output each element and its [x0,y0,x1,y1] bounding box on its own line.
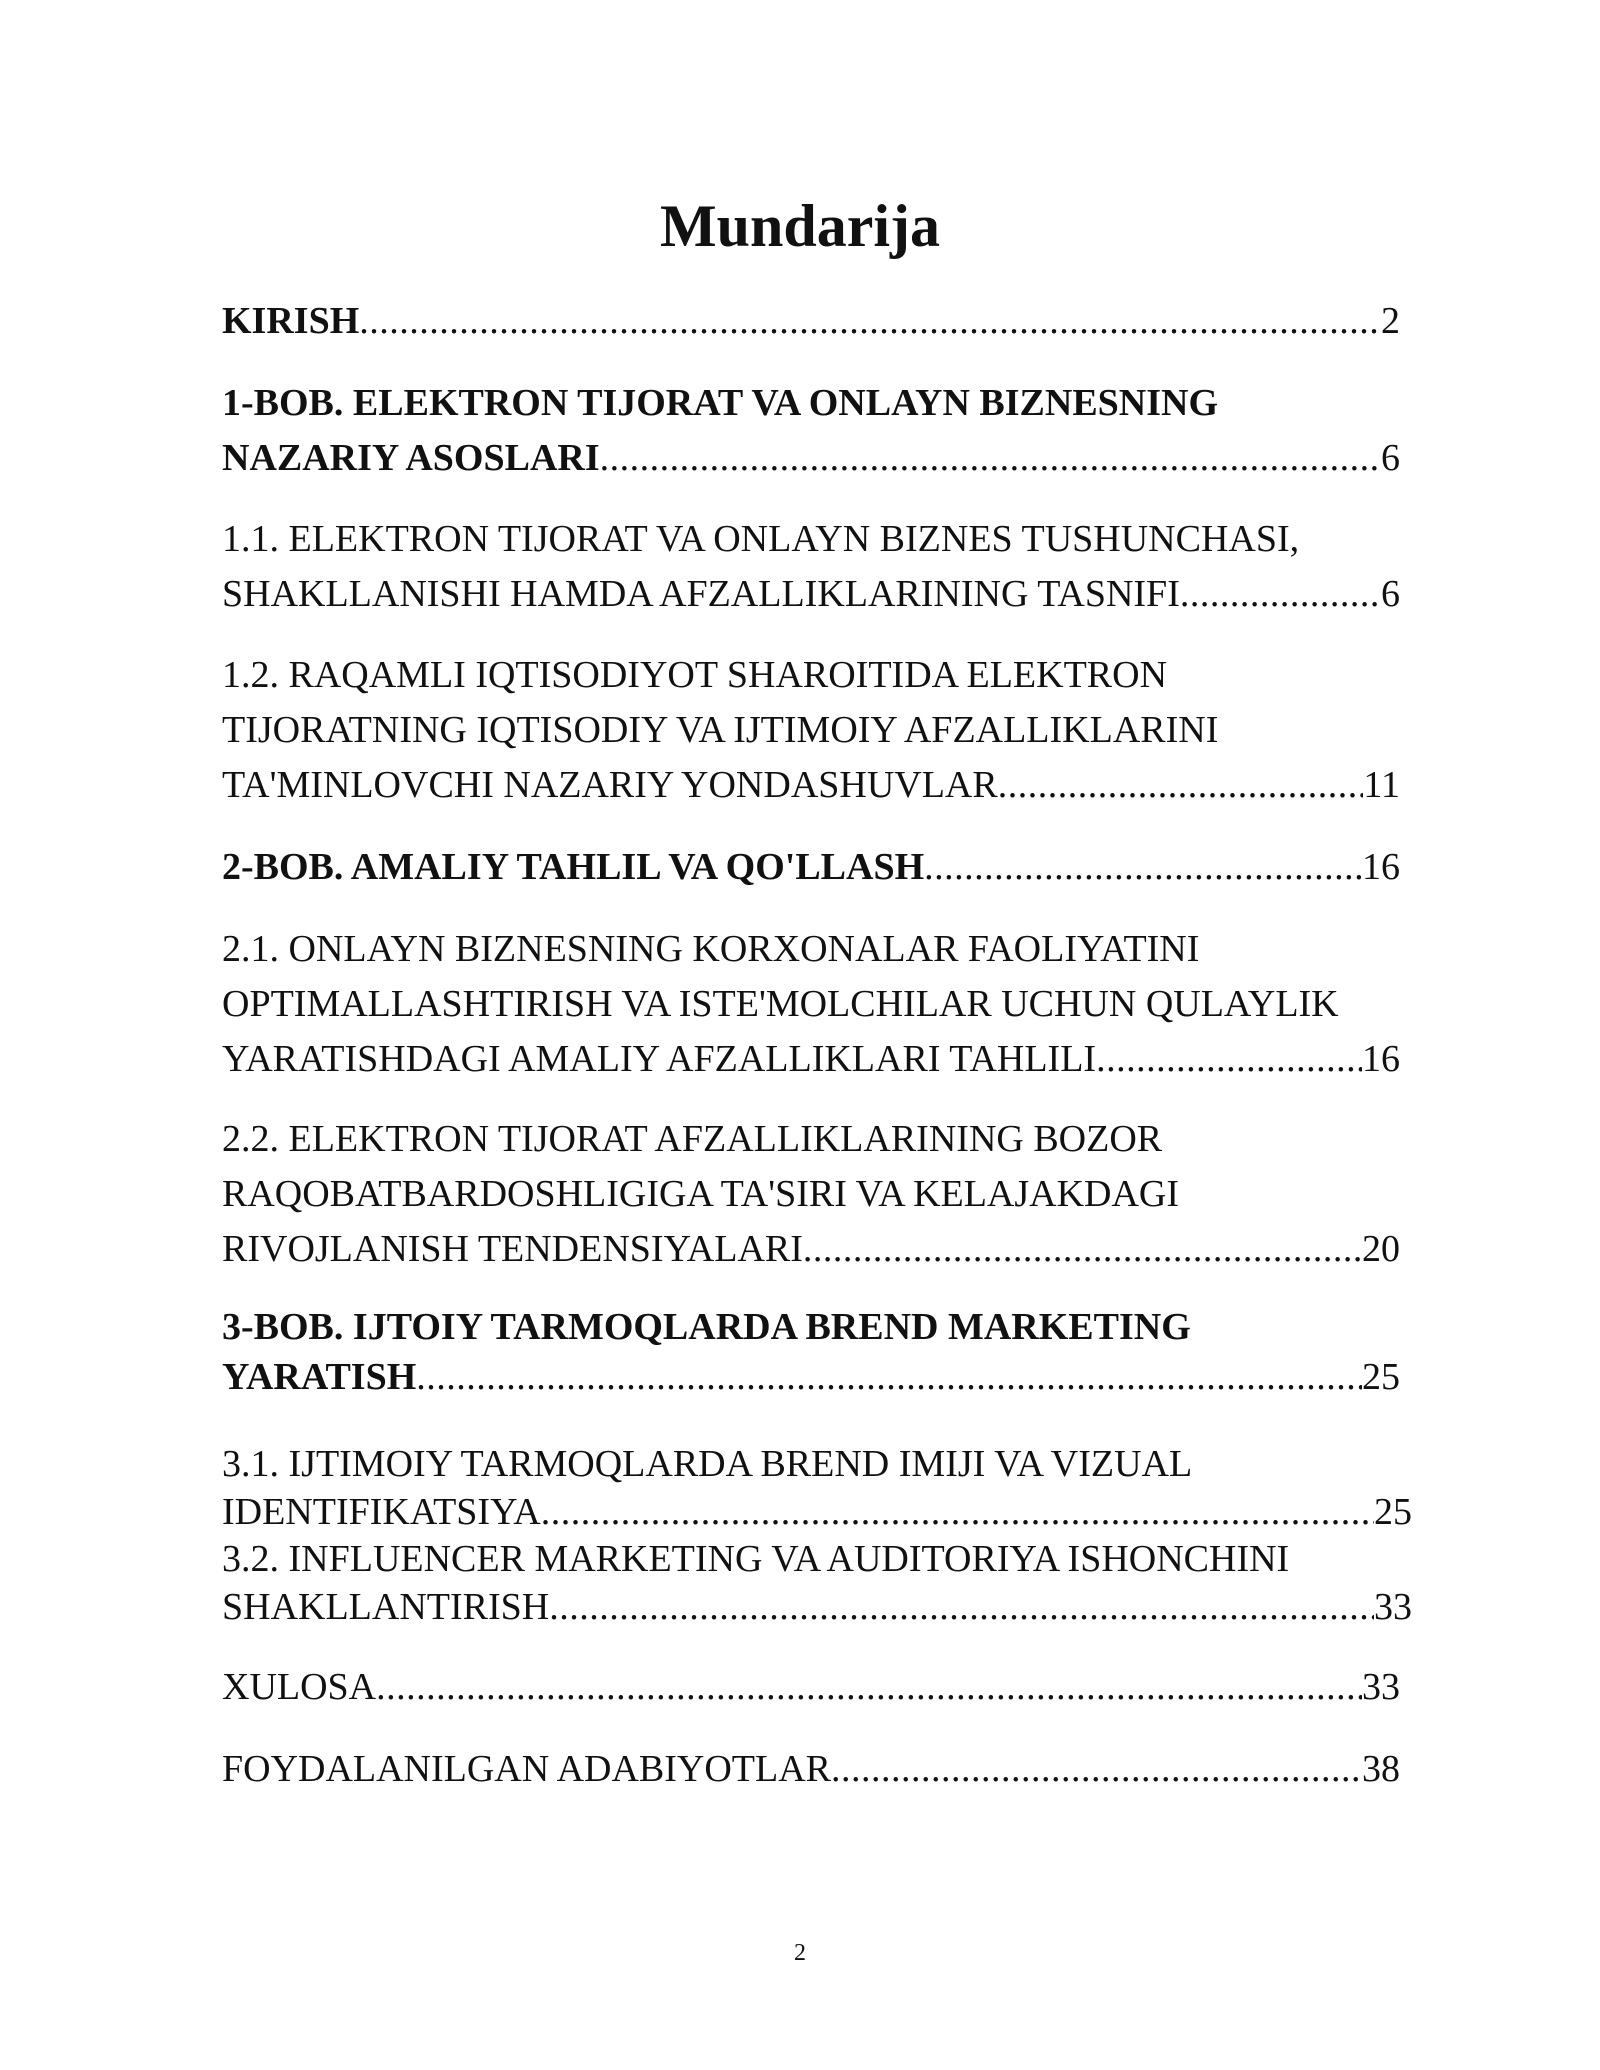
toc-entry[interactable] [222,1112,1400,1277]
toc-entry-line: 2.2. ELEKTRON TIJORAT AFZALLIKLARINING BOZOR [222,1118,1163,1160]
toc-entry-line: 1.2. RAQAMLI IQTISODIYOT SHAROITIDA ELEKTRON [222,654,1168,696]
toc-entry-line: 2-BOB. AMALIY TAHLIL VA QO'LLASH [222,846,925,888]
toc-entry[interactable] [222,1302,1400,1402]
toc-entry[interactable] [222,1535,1412,1631]
toc-entry[interactable] [222,922,1400,1087]
toc-entry-line: 3.1. IJTIMOIY TARMOQLARDA BREND IMIJI VA VIZUAL [222,1443,1193,1485]
toc-entry-line: 1.1. ELEKTRON TIJORAT VA ONLAYN BIZNES TUSHUNCHASI, [222,518,1300,560]
toc-entry[interactable] [222,1742,1400,1797]
dot-leader [600,431,1381,486]
toc-entry-line: TA'MINLOVCHI NAZARIY YONDASHUVLAR [222,764,998,806]
toc-page-number: 6 [1381,437,1400,479]
toc-entry[interactable] [222,840,1400,895]
dot-leader [924,840,1362,895]
dot-leader [359,294,1381,349]
toc-page-number: 16 [1362,846,1400,888]
toc-page-number: 2 [1381,300,1400,342]
page-number-footer: 2 [794,1940,806,1966]
toc-entry-line: TIJORATNING IQTISODIY VA IJTIMOIY AFZALLIKLARINI [222,709,1219,751]
toc-entry[interactable] [222,512,1400,622]
dot-leader [416,1352,1362,1402]
toc-page-number: 33 [1374,1586,1412,1628]
dot-leader [831,1742,1362,1797]
dot-leader [1096,1032,1362,1087]
dot-leader [1180,567,1381,622]
toc-entry-line: XULOSA [222,1666,377,1708]
toc-entry-line: RIVOJLANISH TENDENSIYALARI [222,1228,803,1270]
toc-entry[interactable] [222,648,1400,813]
toc-entry-line: OPTIMALLASHTIRISH VA ISTE'MOLCHILAR UCHUN QULAYLIK [222,983,1339,1025]
dot-leader [803,1222,1362,1277]
page-title: Mundarija [659,193,941,259]
toc-page-number: 38 [1362,1748,1400,1790]
dot-leader [549,1583,1374,1631]
toc-page-number: 33 [1362,1666,1400,1708]
toc-entry[interactable] [222,1660,1400,1715]
toc-entry-line: 3-BOB. IJTOIY TARMOQLARDA BREND MARKETING [222,1306,1191,1348]
toc-entry-line: YARATISH [222,1356,417,1398]
toc-entry-line: RAQOBATBARDOSHLIGIGA TA'SIRI VA KELAJAKDAGI [222,1173,1180,1215]
toc-entry[interactable] [222,294,1400,349]
toc-entry-line: SHAKLLANISHI HAMDA AFZALLIKLARINING TASNIFI [222,573,1180,615]
toc-page-number: 6 [1381,573,1400,615]
toc-page-number: 25 [1374,1491,1412,1533]
toc-entry-line: IDENTIFIKATSIYA [222,1491,541,1533]
toc-entry-line: NAZARIY ASOSLARI [222,437,600,479]
toc-page-number: 11 [1363,764,1400,806]
dot-leader [998,758,1364,813]
toc-page-number: 20 [1362,1228,1400,1270]
toc-entry[interactable] [222,376,1400,486]
dot-leader [541,1488,1374,1536]
toc-entry-line: SHAKLLANTIRISH [222,1586,550,1628]
toc-entry-line: 1-BOB. ELEKTRON TIJORAT VA ONLAYN BIZNESNING [222,382,1219,424]
dot-leader [376,1660,1362,1715]
toc-page-number: 16 [1362,1038,1400,1080]
toc-page-number: 25 [1362,1356,1400,1398]
toc-entry-line: 2.1. ONLAYN BIZNESNING KORXONALAR FAOLIYATINI [222,928,1200,970]
toc-entry-line: 3.2. INFLUENCER MARKETING VA AUDITORIYA ISHONCHINI [222,1538,1290,1580]
toc-entry-line: FOYDALANILGAN ADABIYOTLAR [222,1748,832,1790]
toc-entry-line: KIRISH [222,300,360,342]
toc-entry-line: YARATISHDAGI AMALIY AFZALLIKLARI TAHLILI [222,1038,1097,1080]
toc-entry[interactable] [222,1440,1412,1536]
